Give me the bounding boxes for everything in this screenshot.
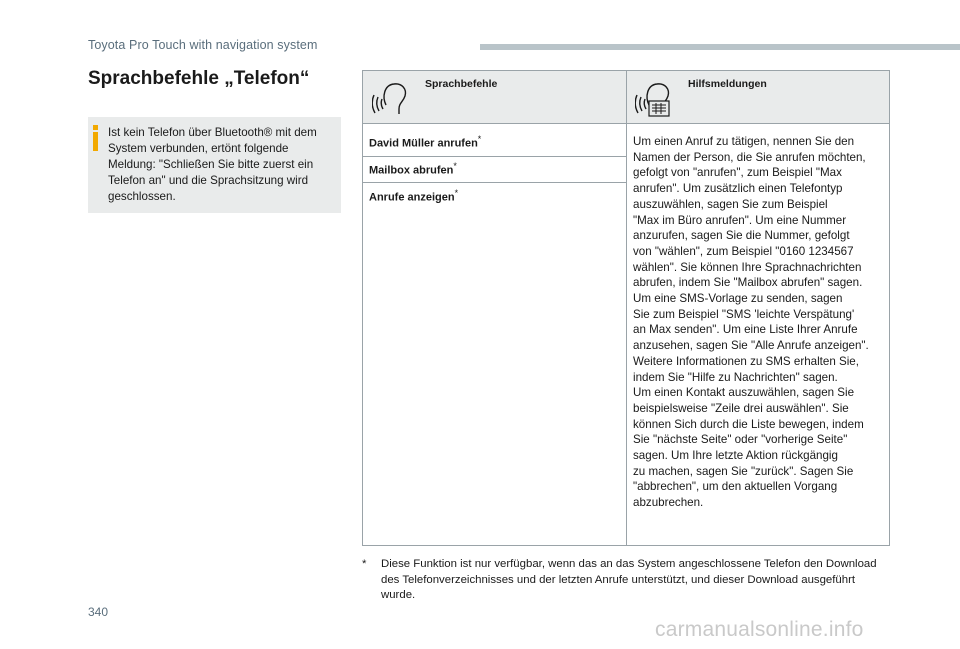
column-divider xyxy=(626,71,627,545)
running-header: Toyota Pro Touch with navigation system xyxy=(88,38,318,52)
table-row xyxy=(363,157,626,183)
watermark: carmanualsonline.info xyxy=(655,618,864,641)
header-commands: Sprachbefehle xyxy=(425,78,498,90)
help-text: Um einen Anruf zu tätigen, nennen Sie den Namen der Person, die Sie anrufen möchten, gefolgt von "anrufen", zum Beispiel "Max anrufen". Um zusätzlich einen Telefontyp auszuwählen, sagen Sie zum Beispiel "Max im Büro anrufen". Um eine Nummer anzurufen, sagen Sie die Nummer, gefolgt von "wählen", zum Beispiel "0160 1234567 wählen". Sie können Ihre Sprachnachrichten abrufen, indem Sie "Mailbox abrufen" sagen. Um eine SMS-Vorlage zu senden, sagen Sie zum Beispiel "SMS 'leichte Verspätung' an Max senden". Um eine Liste Ihrer Anrufe anzusehen, sagen Sie "Alle Anrufe anzeigen". Weitere Informationen zu SMS erhalten Sie, indem Sie "Hilfe zu Nachrichten" sagen. Um einen Kontakt auszuwählen, sagen Sie beispielsweise "Zeile drei auswählen". Sie können Sich durch die Liste bewegen, indem Sie "nächste Seite" oder "vorherige Seite" sagen. Um Ihre letzte Aktion rückgängig zu machen, sagen Sie "zurück". Sagen Sie "abbrechen", um den aktuellen Vorgang abzubrechen. xyxy=(633,135,869,510)
info-box xyxy=(88,117,341,213)
voice-help-icon xyxy=(635,77,671,117)
command-label: David Müller anrufen* xyxy=(369,134,482,150)
table-row xyxy=(363,124,626,157)
voice-commands-table xyxy=(362,70,890,546)
info-icon xyxy=(91,125,101,151)
command-label: Mailbox abrufen* xyxy=(369,161,457,177)
page-number: 340 xyxy=(88,605,109,619)
header-help: Hilfsmeldungen xyxy=(688,78,767,90)
footnote-text: Diese Funktion ist nur verfügbar, wenn das an das System angeschlossene Telefon den Download des Telefonverzeichnisses und der letzten Anrufe unterstützt, und dieser Download ausgeführt wurde. xyxy=(381,558,877,601)
voice-command-icon xyxy=(372,77,408,117)
header-bar xyxy=(480,44,960,50)
table-row xyxy=(363,183,626,213)
command-label: Anrufe anzeigen* xyxy=(369,188,459,204)
page-title: Sprachbefehle „Telefon“ xyxy=(88,68,310,89)
info-text: Ist kein Telefon über Bluetooth® mit dem System verbunden, ertönt folgende Meldung: "Schließen Sie bitte zuerst ein Telefon an" und die Sprachsitzung wird geschlossen. xyxy=(108,126,317,203)
footnote-marker: * xyxy=(362,558,367,570)
